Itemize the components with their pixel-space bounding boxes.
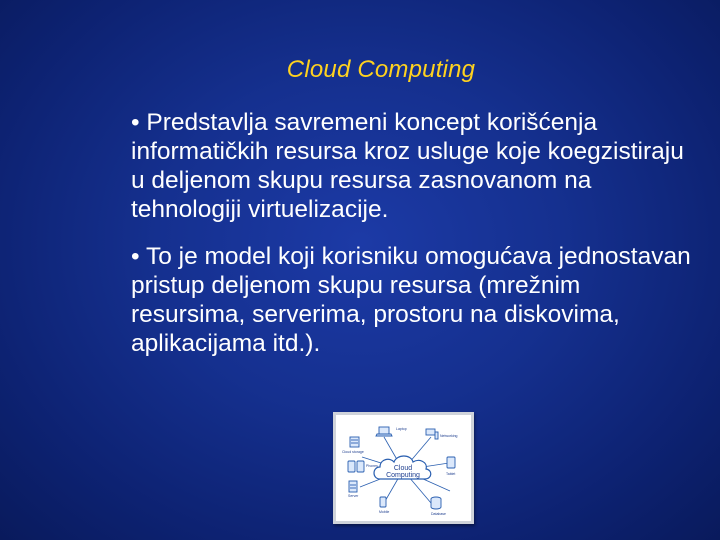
cloud-label-line1: Cloud: [393, 465, 413, 472]
phone-icon: [348, 461, 364, 472]
bullet-item: [131, 108, 701, 224]
laptop-icon: [376, 427, 392, 436]
cloud-diagram: [336, 415, 471, 521]
networking-icon: [426, 429, 438, 439]
phones-label: Phones: [366, 464, 378, 468]
bullet-text: Predstavlja savremeni koncept korišćenja informatičkih resursa kroz usluge koje koegzistiraju u deljenom skupu resursa zasnovanom na tehnologiji virtuelizacije.: [131, 109, 684, 223]
server-icon: [349, 481, 357, 492]
laptop-label: Laptop: [396, 427, 407, 431]
tablet-icon: [447, 457, 455, 468]
storage-icon: [350, 437, 359, 447]
bullet-text: To je model koji korisniku omogućava jednostavan pristup deljenom skupu resursa (mrežnim resursima, serverima, prostoru na diskovima, aplikacijama itd.).: [131, 243, 691, 357]
cloud-computing-illustration: [333, 412, 474, 524]
bullet-marker: •: [131, 109, 140, 136]
bullet-list: [131, 108, 701, 376]
mobile-icon: [380, 497, 386, 507]
tablet-label: Tablet: [446, 472, 456, 476]
cloud-storage-label: Cloud storage: [342, 450, 364, 454]
bullet-item: [131, 242, 701, 358]
database-icon: [431, 497, 441, 509]
mobile-label: Mobile: [379, 510, 390, 514]
server-label: Server: [348, 494, 359, 498]
slide-title: Cloud Computing: [286, 56, 476, 83]
bullet-marker: •: [131, 243, 140, 270]
cloud-label-line2: Computing: [386, 472, 420, 479]
networking-label: Networking: [440, 434, 458, 438]
database-label: Database: [431, 512, 446, 516]
